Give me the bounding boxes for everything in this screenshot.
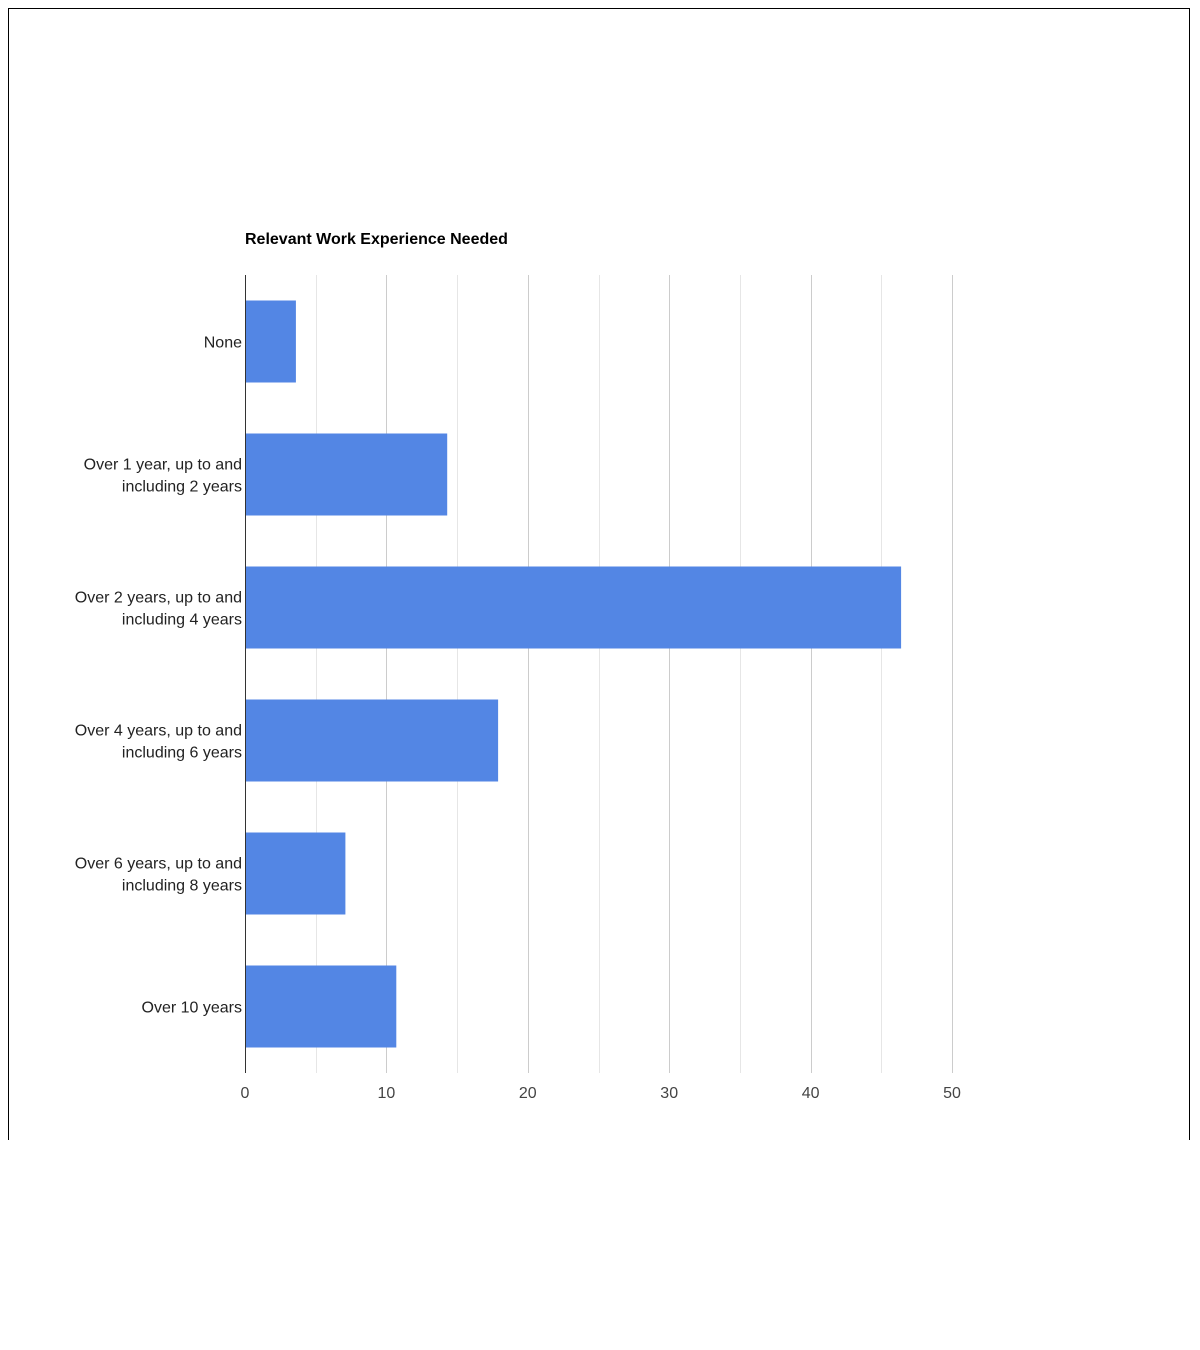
bar bbox=[245, 301, 296, 383]
category-label: Over 1 year, up to and including 2 years bbox=[83, 456, 242, 496]
x-tick-labels bbox=[241, 1085, 961, 1102]
category-label: Over 4 years, up to and including 6 years bbox=[74, 722, 242, 762]
x-tick-label: 20 bbox=[518, 1085, 537, 1102]
gridlines bbox=[317, 275, 953, 1073]
bar bbox=[245, 567, 901, 649]
category-label: Over 2 years, up to and including 4 years bbox=[74, 589, 242, 629]
chart-title: Relevant Work Experience Needed bbox=[245, 231, 508, 248]
bar bbox=[245, 966, 396, 1048]
bar bbox=[245, 434, 447, 516]
category-labels bbox=[75, 335, 242, 1017]
category-label: Over 6 years, up to and including 8 years bbox=[74, 855, 242, 895]
x-tick-label: 0 bbox=[240, 1085, 250, 1102]
category-label: Over 10 years bbox=[141, 999, 242, 1017]
x-tick-label: 30 bbox=[660, 1085, 679, 1102]
x-tick-label: 50 bbox=[943, 1085, 961, 1102]
bars bbox=[245, 301, 901, 1048]
bar bbox=[245, 700, 498, 782]
category-label: None bbox=[203, 334, 242, 352]
x-tick-label: 10 bbox=[377, 1085, 396, 1102]
bar bbox=[245, 833, 345, 915]
x-tick-label: 40 bbox=[801, 1085, 820, 1102]
